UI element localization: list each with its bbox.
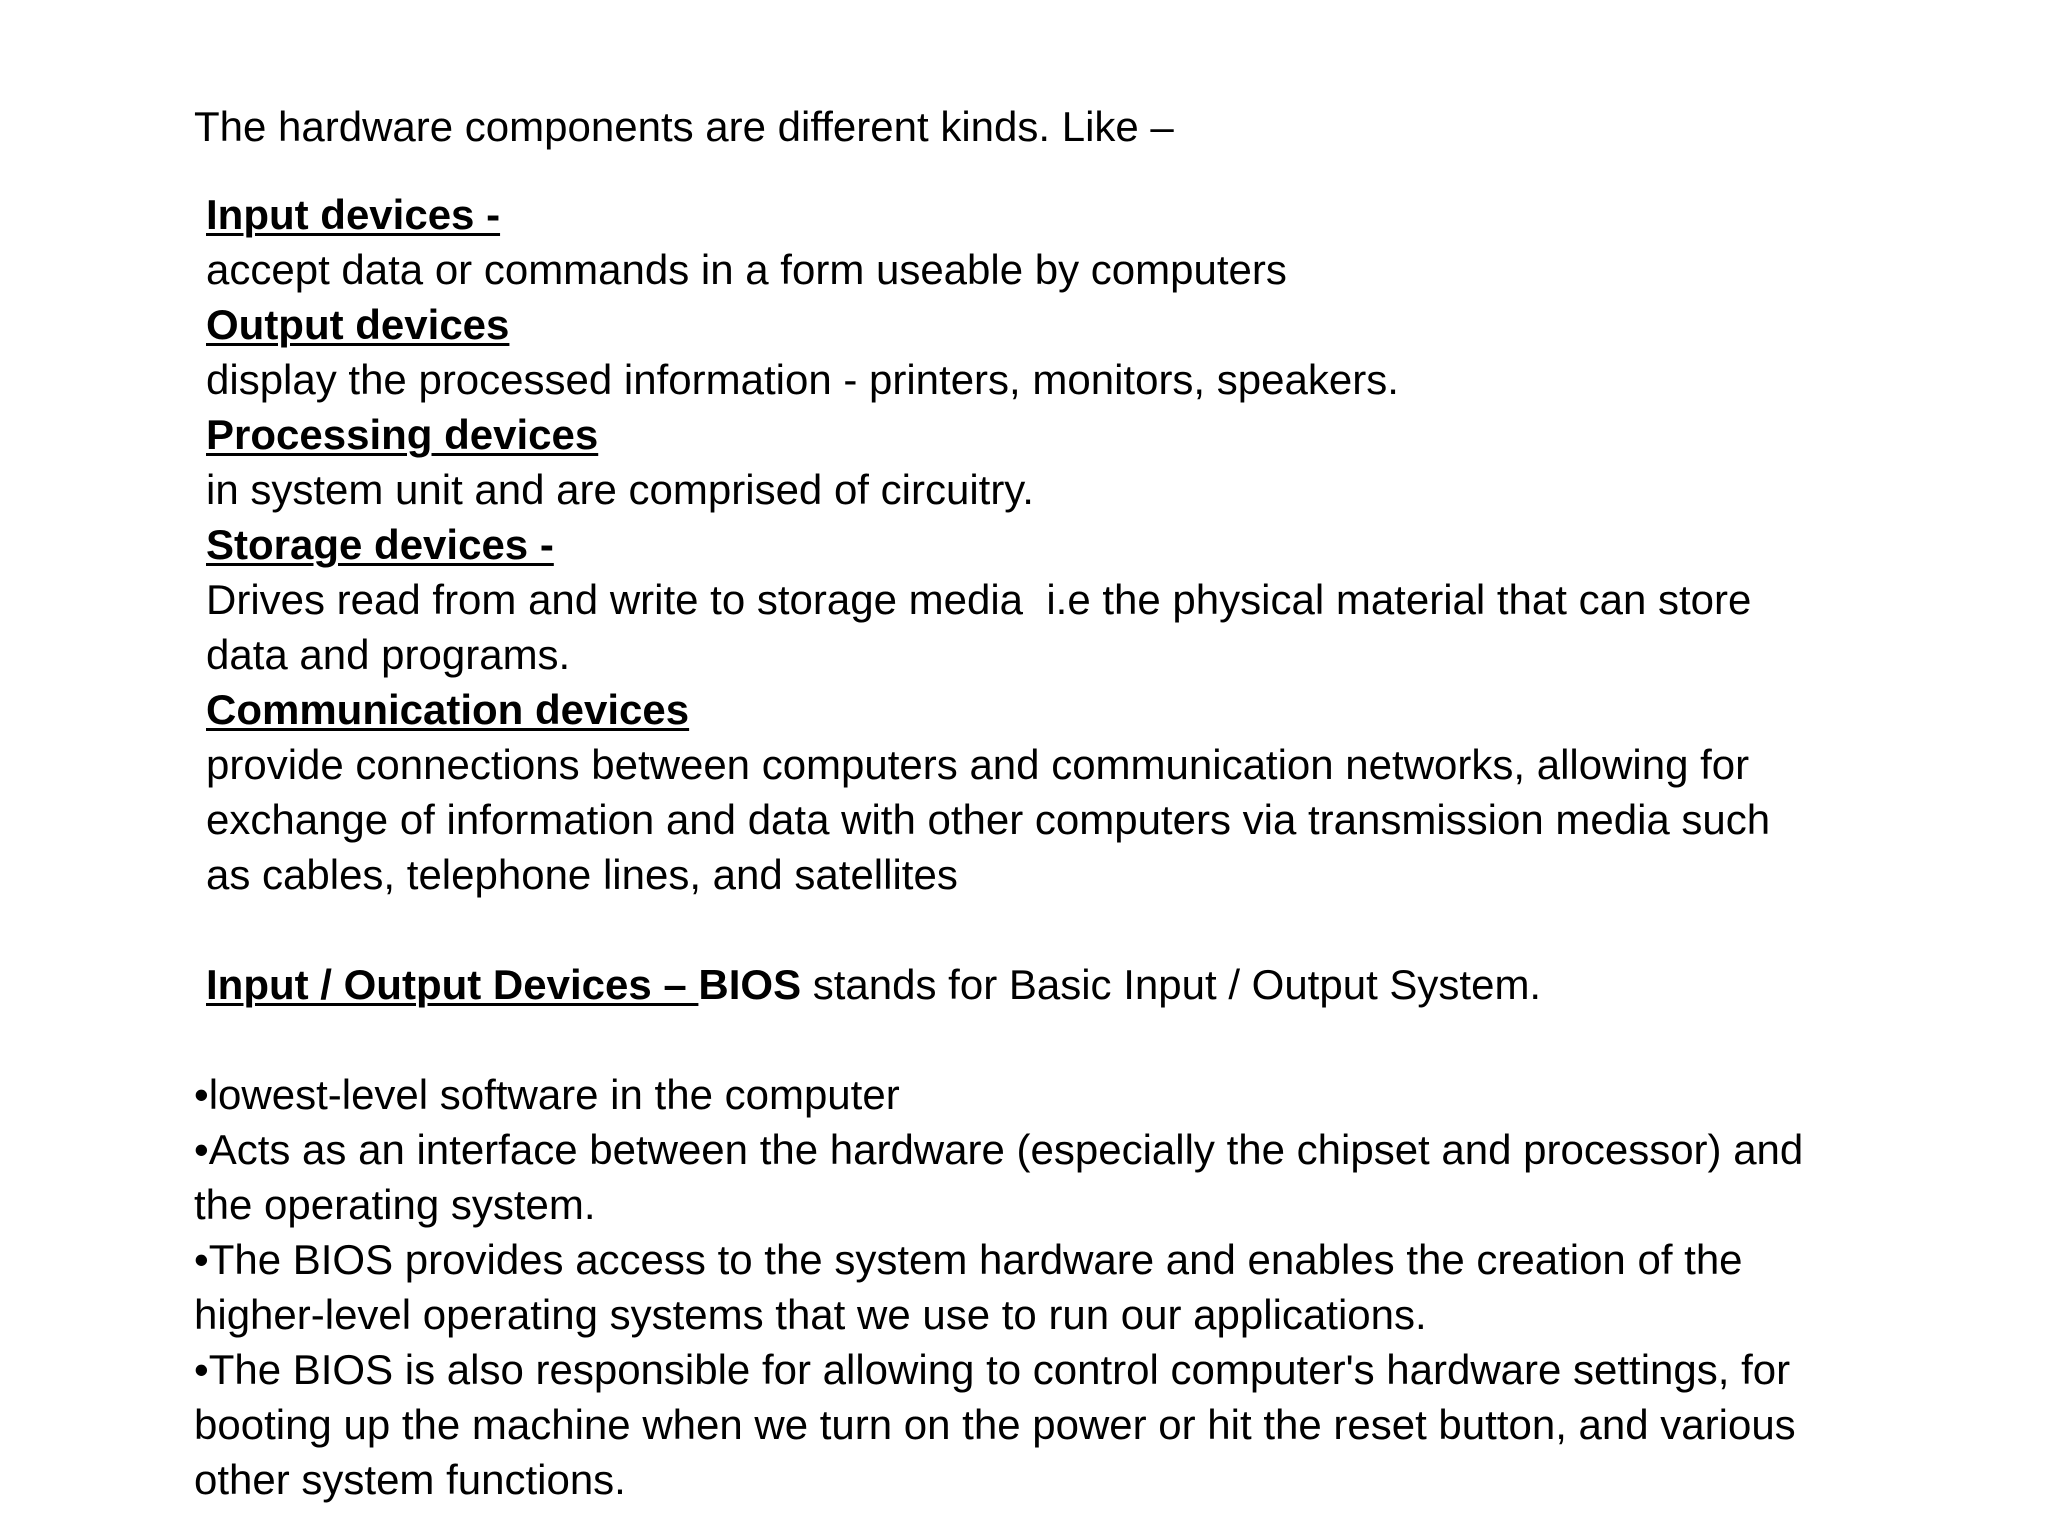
term-communication-devices: Communication devices <box>206 686 690 733</box>
bios-acronym: BIOS <box>698 961 802 1008</box>
desc-storage-devices-2: data and programs. <box>206 631 571 678</box>
bullet-line-6: •The BIOS is also responsible for allowing to control computer's hardware settings, for <box>194 1346 1791 1393</box>
bullet-line-3: the operating system. <box>194 1181 596 1228</box>
desc-processing-devices: in system unit and are comprised of circuitry. <box>206 466 1034 513</box>
term-processing-devices: Processing devices <box>206 411 599 458</box>
desc-input-devices: accept data or commands in a form useable by computers <box>206 246 1287 293</box>
intro-text: The hardware components are different kinds. Like – <box>194 103 1174 150</box>
desc-communication-devices-3: as cables, telephone lines, and satellites <box>206 851 958 898</box>
term-input-devices: Input devices - <box>206 191 501 238</box>
term-storage-devices: Storage devices - <box>206 521 554 568</box>
desc-communication-devices-1: provide connections between computers and communication networks, allowing for <box>206 741 1750 788</box>
bullet-line-7: booting up the machine when we turn on the power or hit the reset button, and various <box>194 1401 1796 1448</box>
io-bios-line <box>206 957 1541 1012</box>
desc-communication-devices-2: exchange of information and data with other computers via transmission media such <box>206 796 1771 843</box>
term-output-devices: Output devices <box>206 301 510 348</box>
desc-storage-devices-1: Drives read from and write to storage media i.e the physical material that can store <box>206 576 1752 623</box>
bullet-line-2: •Acts as an interface between the hardware (especially the chipset and processor) and <box>194 1126 1804 1173</box>
bios-definition: stands for Basic Input / Output System. <box>801 961 1542 1008</box>
bullet-line-8: other system functions. <box>194 1456 626 1503</box>
desc-output-devices: display the processed information - printers, monitors, speakers. <box>206 356 1399 403</box>
bullet-line-1: •lowest-level software in the computer <box>194 1071 900 1118</box>
bullet-line-4: •The BIOS provides access to the system hardware and enables the creation of the <box>194 1236 1743 1283</box>
bullet-line-5: higher-level operating systems that we use to run our applications. <box>194 1291 1427 1338</box>
term-io-devices: Input / Output Devices – <box>206 961 699 1008</box>
